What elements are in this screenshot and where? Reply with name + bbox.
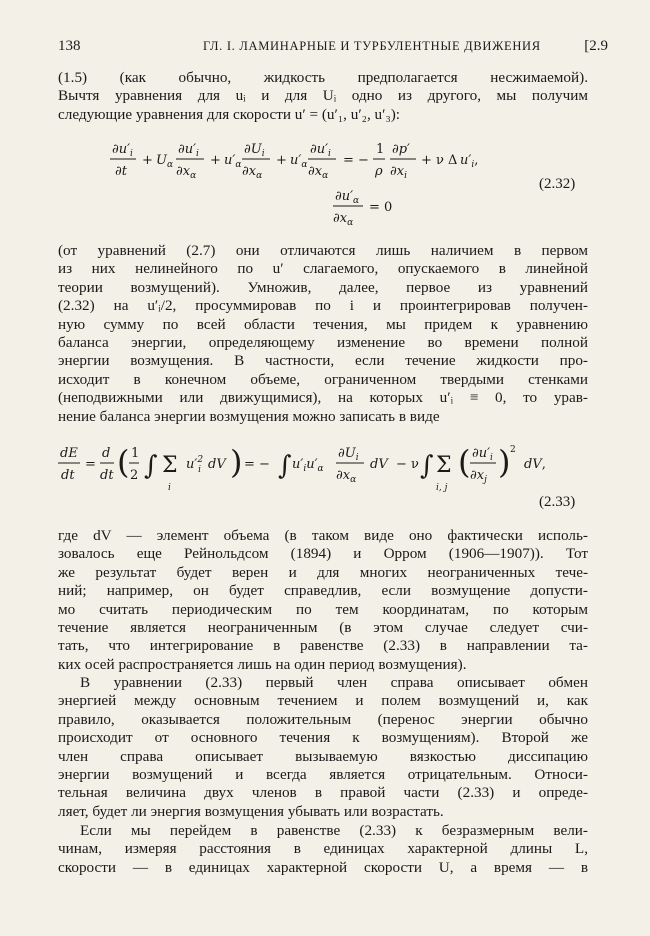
svg-text:∂xα: $\partial x_\alpha$	[336, 468, 357, 485]
text-line: следующие уравнения для скорости u′ = (u′₁, u′₂, u′₃):	[58, 105, 401, 123]
svg-text:Σ: Σ	[436, 453, 452, 478]
text-line: Вычтя уравнения для uᵢ и для Uᵢ одно из другого, мы получим	[58, 87, 588, 105]
svg-text:1: 1	[376, 142, 385, 157]
svg-text:= 0: = 0	[369, 200, 393, 215]
svg-text:= −: = −	[244, 457, 270, 472]
svg-text:− ν: − ν	[396, 457, 419, 472]
svg-text:dV,: dV,	[524, 457, 546, 472]
svg-text:∂xi: $\partial x_i$	[390, 164, 407, 181]
text-line: Если мы перейдем в равенстве (2.33) к безразмерным вели-	[80, 822, 588, 839]
svg-text:dV: dV	[370, 457, 388, 472]
svg-text:): )	[230, 443, 243, 481]
svg-text:(: (	[458, 443, 471, 481]
svg-text:∂t: ∂t	[115, 164, 127, 179]
text-line: исходит в конечном объеме, ограниченном твердыми стенками	[58, 370, 588, 388]
running-header	[58, 38, 608, 60]
svg-text:u′i,: $u'_i$,	[460, 153, 479, 170]
text-line: зовалось еще Рейнольдсом (1894) и Орром (1906—1907)). Тот	[58, 545, 588, 563]
svg-text:∂xα: $\partial x_\alpha$	[176, 164, 197, 181]
text-line: ний; например, он будет справедлив, если возмущение допусти-	[58, 582, 588, 600]
equation-2-33	[58, 440, 588, 498]
svg-text:∂Ui: $\partial U_i$	[244, 142, 265, 159]
svg-text:dV: dV	[208, 457, 226, 472]
svg-text:∂p′: ∂p′	[392, 142, 410, 157]
svg-text:2: 2	[510, 445, 516, 455]
text-line: нение баланса энергии возмущения можно записать в виде	[58, 407, 440, 425]
text-line: правило, оказывается положительным (перенос энергии обычно	[58, 710, 588, 728]
svg-text:+ ν Δ: + ν Δ	[421, 153, 458, 168]
svg-text:u′2i: $u'^2$ i	[186, 455, 204, 475]
text-line: теории возмущений). Умножив, далее, первое из уравнений	[58, 278, 588, 296]
svg-text:d: d	[102, 446, 111, 461]
svg-text:i: i	[168, 483, 171, 493]
text-line: ную сумму по всей области течения, мы придем к уравнению	[58, 315, 588, 333]
svg-text:i, j: i, j	[436, 483, 448, 493]
svg-text:2: 2	[130, 468, 139, 483]
svg-text:∂u′i: $\partial u'_i$	[472, 446, 493, 463]
text-line: (от уравнений (2.7) они отличаются лишь наличием в первом	[58, 242, 588, 259]
svg-text:∂xα: $\partial x_\alpha$	[242, 164, 263, 181]
text-line: член справа описывает вызываемую вязкостью диссипацию	[58, 747, 588, 765]
paragraph-4	[58, 674, 588, 821]
svg-text:∂xα: $\partial x_\alpha$	[333, 211, 354, 228]
text-line: скорости — в единицах характерной скорости U, а время — в	[58, 858, 588, 876]
text-line: энергией между основным течением и полем возмущений и, как	[58, 692, 588, 710]
svg-text:dt: dt	[100, 468, 114, 483]
svg-text:∫: ∫	[144, 451, 158, 481]
svg-text:+: +	[276, 153, 287, 168]
text-line: из них нелинейного по u′ слагаемого, опускаемого в линейной	[58, 260, 588, 278]
chapter-title: ГЛ. I. ЛАМИНАРНЫЕ И ТУРБУЛЕНТНЫЕ ДВИЖЕНИЯ	[203, 39, 541, 53]
svg-text:Σ: Σ	[162, 453, 178, 478]
svg-text:∂u′i: $\partial u'_i$	[112, 142, 133, 159]
text-line: происходит от основного течения к возмущениям). Второй же	[58, 729, 588, 747]
text-line: энергии возмущений и всегда является отрицательным. Относи-	[58, 765, 588, 783]
paragraph-1	[58, 69, 588, 124]
svg-text:∫: ∫	[420, 451, 434, 481]
svg-text:∂u′i: $\partial u'_i$	[178, 142, 199, 159]
paragraph-2	[58, 242, 588, 426]
text-line: (1.5) (как обычно, жидкость предполагается несжимаемой).	[58, 69, 588, 86]
svg-text:∂u′α: $\partial u'_\alpha$	[335, 189, 360, 206]
text-line: ляет, будет ли энергия возмущения убывать или возрастать.	[58, 802, 444, 820]
page-number: 138	[58, 38, 81, 54]
svg-text:(: (	[117, 443, 130, 481]
section-number: [2.9	[584, 38, 608, 54]
svg-text:): )	[498, 443, 511, 481]
svg-text:∂Ui: $\partial U_i$	[338, 446, 359, 463]
svg-text:dE: dE	[60, 446, 78, 461]
svg-text:u′iu′α: $u'_iu'_\alpha$	[292, 457, 324, 474]
text-line: же результат будет верен и для многих неограниченных тече-	[58, 563, 588, 581]
text-line: тать, что интегрирование в равенстве (2.33) в направлении та-	[58, 637, 588, 655]
svg-text:∂xα: $\partial x_\alpha$	[308, 164, 329, 181]
svg-text:Uα: $U_\alpha$	[156, 153, 174, 170]
text-line: где dV — элемент объема (в таком виде оно фактически исполь-	[58, 527, 588, 544]
svg-text:ρ: ρ	[375, 164, 383, 179]
text-line: (неподвижными или движущимися), на которых u′ᵢ ≡ 0, то урав-	[58, 389, 588, 407]
text-line: тельная величина двух членов в правой части (2.33) и опреде-	[58, 784, 588, 802]
text-line: (2.32) на u′ᵢ/2, просуммировав по i и проинтегрировав получен-	[58, 297, 588, 315]
text-line: ких осей распространяется лишь на один период возмущения).	[58, 655, 467, 673]
svg-text:u′α: $u'_\alpha$	[224, 153, 242, 170]
text-line: баланса энергии, определяющему изменение во времени полной	[58, 333, 588, 351]
text-line: энергии возмущения. В частности, если течение жидкости про-	[58, 352, 588, 370]
text-line: течение является неограниченным (в этом случае следует счи-	[58, 618, 588, 636]
equation-2-32	[110, 138, 550, 230]
svg-text:∫: ∫	[278, 451, 292, 481]
paragraph-3	[58, 527, 588, 674]
svg-text:+: +	[142, 153, 153, 168]
svg-text:=: =	[85, 457, 96, 472]
svg-text:dt: dt	[61, 468, 75, 483]
svg-text:= −: = −	[343, 153, 369, 168]
svg-text:∂u′i: $\partial u'_i$	[310, 142, 331, 159]
text-line: мо считать периодическим по тем координатам, по которым	[58, 600, 588, 618]
svg-text:1: 1	[131, 446, 140, 461]
equation-number-2-33: (2.33)	[539, 494, 576, 510]
equation-number-2-32: (2.32)	[539, 176, 576, 192]
text-line: В уравнении (2.33) первый член справа описывает обмен	[80, 674, 588, 691]
svg-text:+: +	[210, 153, 221, 168]
svg-text:∂xj: $\partial x_j$	[470, 468, 487, 485]
svg-text:u′α: $u'_\alpha$	[290, 153, 308, 170]
text-line: чинам, измеряя расстояния в единицах характерной длины L,	[58, 840, 588, 858]
paragraph-5	[58, 822, 588, 877]
